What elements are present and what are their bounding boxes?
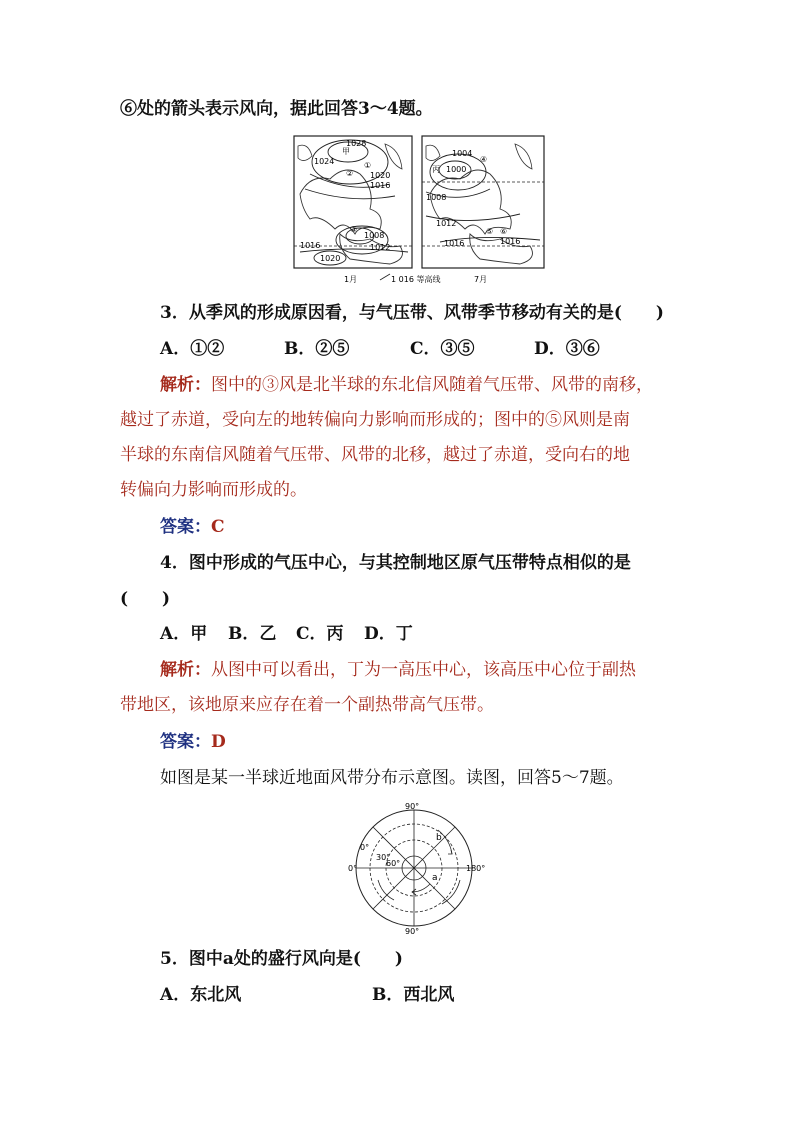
q3-option-c[interactable]: C．③⑤ — [410, 339, 475, 359]
right-label-1000: 1000 — [446, 165, 467, 174]
left-label-1016: 1016 — [370, 181, 391, 190]
right-island — [426, 145, 440, 160]
q3-analysis-line2: 越过了赤道，受向左的地转偏向力影响而形成的；图中的⑤风则是南 — [120, 410, 630, 430]
q5-stem: 5．图中a处的盛行风向是( ) — [160, 949, 403, 969]
left-label-1020: 1020 — [370, 171, 391, 180]
q3-answer-label: 答案： — [160, 517, 211, 537]
left-label-1012: 1012 — [370, 243, 391, 252]
right-label-circle4: ④ — [480, 155, 488, 164]
left-label-jia: 甲 — [342, 147, 350, 156]
left-label-1020c: 1020 — [320, 254, 341, 263]
q3-analysis-text1: 图中的③风是北半球的东北信风随着气压带、风带的南移， — [211, 375, 653, 395]
q4-analysis-line2: 带地区，该地原来应存在着一个副热带高气压带。 — [120, 695, 494, 715]
right-japan — [515, 144, 532, 169]
label-60: 60° — [386, 859, 401, 868]
right-label-1016: 1016 — [444, 239, 465, 248]
left-label-circle1: ① — [364, 161, 372, 170]
label-right-180: 180° — [466, 864, 486, 873]
q4-option-d[interactable]: D．丁 — [364, 624, 413, 644]
q3-analysis-line3: 半球的东南信风随着气压带、风带的北移，越过了赤道，受向右的地 — [120, 445, 630, 465]
label-b: b — [436, 833, 442, 843]
q3-option-a[interactable]: A．①② — [160, 339, 225, 359]
left-label-circle3: ③ — [350, 225, 358, 234]
label-left-0: 0° — [348, 864, 358, 873]
wind-arrow-a — [412, 884, 430, 892]
pressure-map-svg — [290, 134, 552, 286]
q4-stem-line2: ( ) — [120, 589, 171, 609]
intro-text: ⑥处的箭头表示风向，据此回答3～4题。 — [120, 99, 433, 119]
right-label-1012: 1012 — [436, 219, 457, 228]
q4-option-b[interactable]: B．乙 — [228, 624, 277, 644]
right-label-1004: 1004 — [452, 149, 473, 158]
q3-analysis-line1 — [160, 374, 653, 396]
q3-options — [160, 338, 600, 360]
q4-analysis-label: 解析： — [160, 660, 211, 680]
q3-option-b[interactable]: B．②⑤ — [284, 339, 350, 359]
legend-line — [380, 274, 390, 280]
right-label-1008: 1008 — [426, 193, 447, 202]
label-bottom-90: 90° — [405, 927, 420, 936]
wind-belt-svg — [338, 800, 488, 936]
wind-belt-figure — [338, 800, 488, 936]
q3-analysis-line4: 转偏向力影响而形成的。 — [120, 480, 307, 500]
q4-analysis-line1 — [160, 659, 636, 681]
q4-analysis-text1: 从图中可以看出，丁为一高压中心，该高压中心位于副热 — [211, 660, 636, 680]
left-isobar-1016 — [305, 189, 395, 199]
label-top-90: 90° — [405, 802, 420, 811]
caption-jul: 7月 — [474, 275, 488, 284]
label-left-outer-0: 0° — [360, 843, 370, 852]
left-label-circle2: ② — [346, 169, 354, 178]
right-label-bing: 丙 — [432, 165, 440, 174]
q5-option-a[interactable]: A．东北风 — [160, 985, 242, 1005]
q4-answer — [160, 731, 226, 753]
label-a: a — [432, 873, 438, 883]
q3-option-d[interactable]: D．③⑥ — [534, 339, 600, 359]
q4-answer-label: 答案： — [160, 732, 211, 752]
q4-option-a[interactable]: A．甲 — [160, 624, 208, 644]
label-30: 30° — [376, 853, 391, 862]
q3-analysis-label: 解析： — [160, 375, 211, 395]
wind-arrowhead-b — [448, 850, 452, 854]
left-label-1024: 1024 — [314, 157, 335, 166]
left-label-1028: 1028 — [346, 139, 367, 148]
left-island — [298, 145, 312, 160]
q3-stem: 3．从季风的形成原因看，与气压带、风带季节移动有关的是( ) — [160, 303, 664, 323]
q4-answer-value: D — [211, 732, 226, 752]
q5-option-b[interactable]: B．西北风 — [372, 985, 455, 1005]
left-label-1008: 1008 — [364, 231, 385, 240]
q3-answer-value: C — [211, 517, 225, 537]
right-label-1016b: 1016 — [500, 237, 521, 246]
q3-answer — [160, 516, 225, 538]
right-label-circle5: ⑤ — [486, 227, 494, 236]
intro2-text: 如图是某一半球近地面风带分布示意图。读图，回答5～7题。 — [160, 768, 624, 788]
left-label-1016c: 1016 — [300, 241, 321, 250]
pressure-map-figure — [290, 134, 552, 286]
caption-jan: 1月 — [344, 275, 358, 284]
q4-stem-line1: 4．图中形成的气压中心，与其控制地区原气压带特点相似的是 — [160, 553, 631, 573]
caption-legend: 1 016 等高线 — [391, 275, 441, 284]
q4-options — [160, 623, 413, 645]
q5-options — [160, 984, 454, 1006]
q4-option-c[interactable]: C．丙 — [296, 624, 344, 644]
right-label-circle6: ⑥ — [500, 227, 508, 236]
